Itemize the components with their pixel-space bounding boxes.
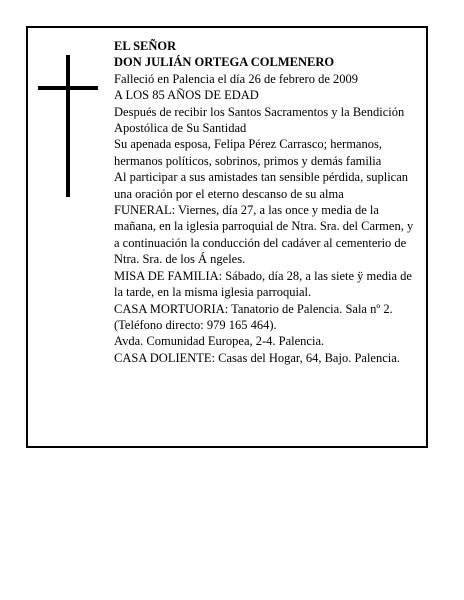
prayer-request: Al participar a sus amistades tan sensible pérdida, suplican una oración por el eterno descanso de su alma <box>114 170 409 201</box>
sacraments-line: Después de recibir los Santos Sacramentos y la Bendición Apostólica de Su Santidad <box>114 104 405 136</box>
age-line: A LOS 85 AÑOS DE EDAD <box>114 88 259 103</box>
mourning-house-info: CASA DOLIENTE: Casas del Hogar, 64, Bajo. Palencia. <box>114 350 400 365</box>
funeral-info: FUNERAL: Viernes, día 27, a las once y media de la mañana, en la iglesia parroquial de Ntra. Sra. del Carmen, y a continuación la conducción del cadáver al cementerio de Ntra. Sra. de los Á ngeles. <box>114 203 414 267</box>
honorific: EL SEÑOR <box>114 39 177 53</box>
cross-horizontal-bar <box>38 86 98 90</box>
obituary-text <box>114 38 420 366</box>
death-info: Falleció en Palencia el día 26 de febrero de 2009 <box>114 71 359 86</box>
family-line: Su apenada esposa, Felipa Pérez Carrasco; hermanos, hermanos políticos, sobrinos, primos y demás familia <box>114 137 382 168</box>
family-mass-info: MISA DE FAMILIA: Sábado, día 28, a las siete ÿ media de la tarde, en la misma iglesia parroquial. <box>114 268 412 300</box>
deceased-name: DON JULIÁN ORTEGA COLMENERO <box>114 55 335 70</box>
cross-vertical-bar <box>66 55 70 197</box>
mortuary-address: Avda. Comunidad Europea, 2-4. Palencia. <box>114 334 325 349</box>
mortuary-info: CASA MORTUORIA: Tanatorio de Palencia. Sala nº 2. (Teléfono directo: 979 165 464). <box>114 301 393 332</box>
